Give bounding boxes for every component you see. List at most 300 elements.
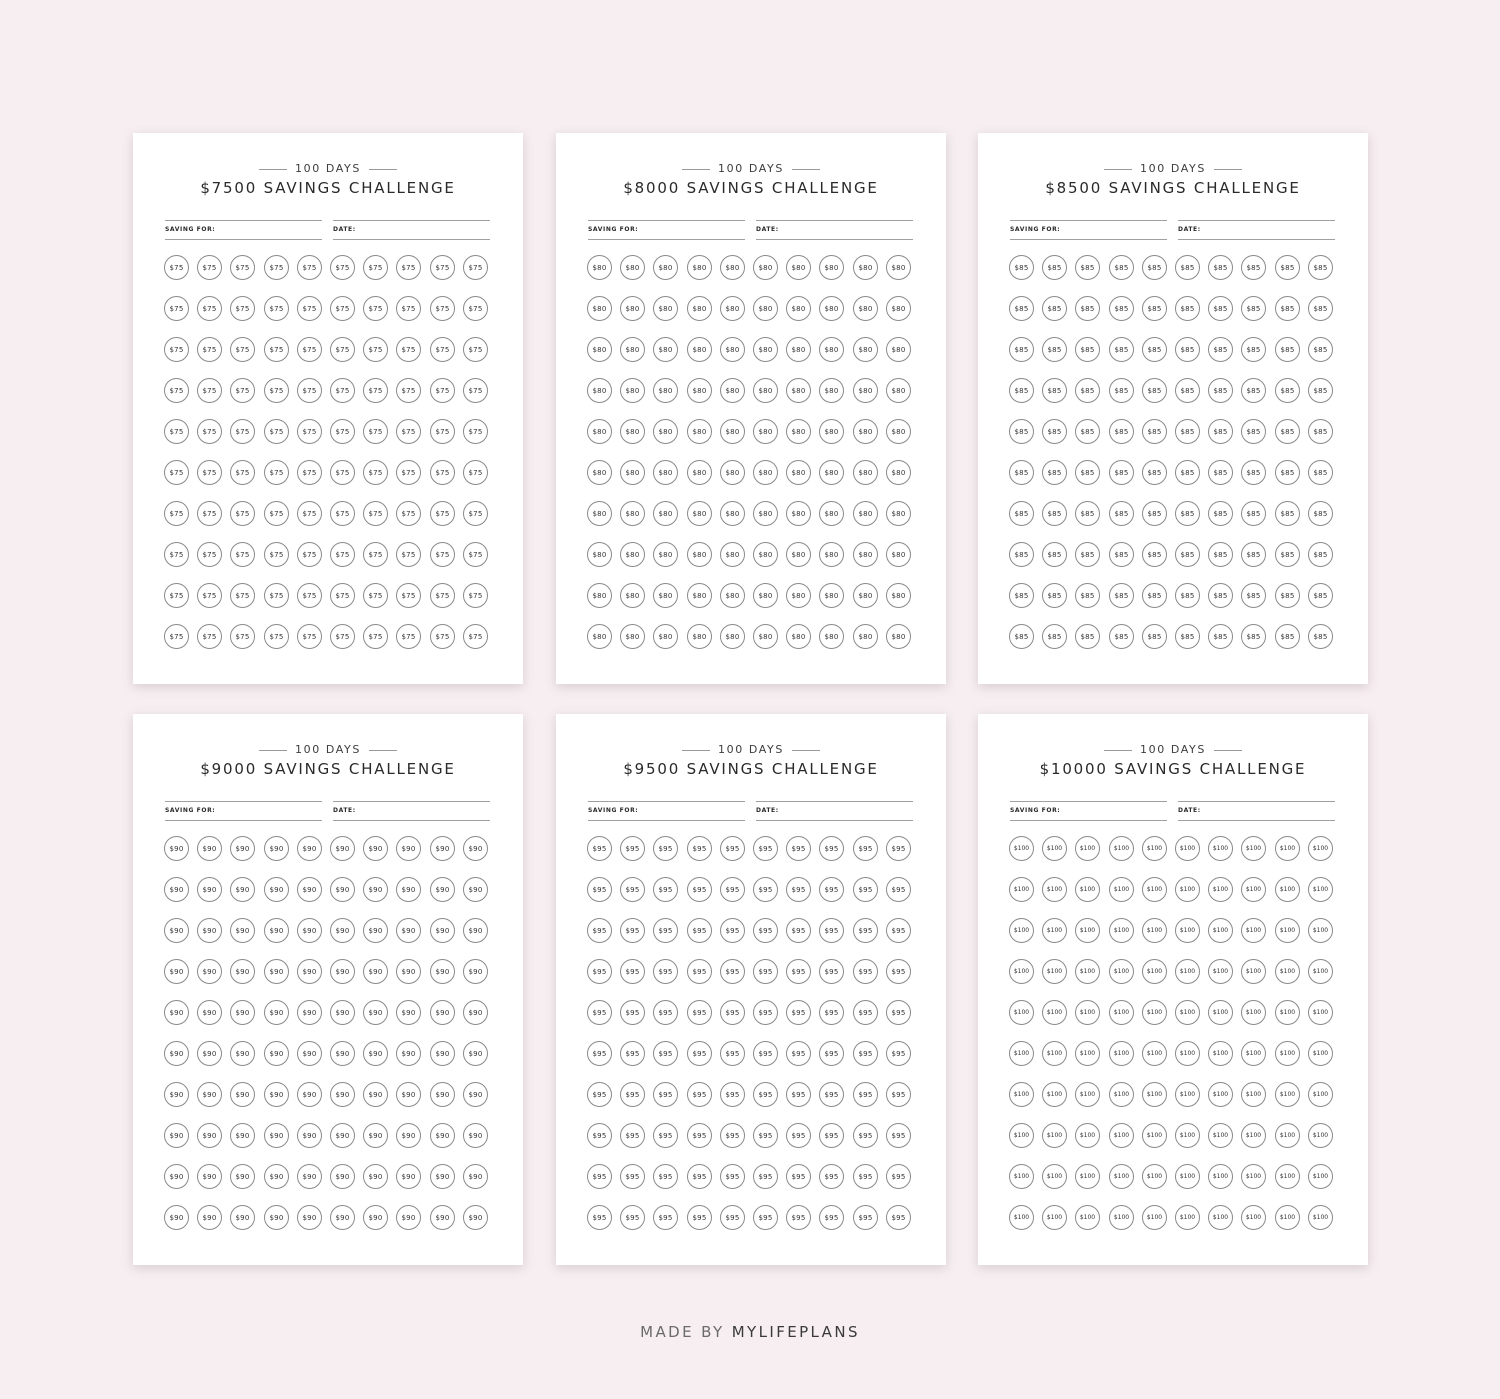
savings-coin[interactable]: $80: [786, 624, 811, 649]
savings-coin[interactable]: $85: [1009, 419, 1034, 444]
savings-coin[interactable]: $85: [1275, 624, 1300, 649]
savings-coin[interactable]: $75: [430, 542, 455, 567]
savings-coin[interactable]: $95: [687, 1041, 712, 1066]
savings-coin[interactable]: $90: [164, 959, 189, 984]
savings-coin[interactable]: $80: [587, 624, 612, 649]
savings-coin[interactable]: $90: [197, 836, 222, 861]
savings-coin[interactable]: $85: [1175, 337, 1200, 362]
savings-coin[interactable]: $80: [819, 624, 844, 649]
savings-coin[interactable]: $90: [297, 1205, 322, 1230]
savings-coin[interactable]: $100: [1075, 959, 1100, 984]
savings-coin[interactable]: $80: [786, 378, 811, 403]
savings-coin[interactable]: $80: [786, 501, 811, 526]
savings-coin[interactable]: $80: [853, 378, 878, 403]
savings-coin[interactable]: $95: [886, 1000, 911, 1025]
saving-for-field[interactable]: [1010, 220, 1167, 240]
savings-coin[interactable]: $85: [1208, 624, 1233, 649]
savings-coin[interactable]: $80: [753, 419, 778, 444]
savings-coin[interactable]: $75: [264, 337, 289, 362]
savings-coin[interactable]: $95: [786, 836, 811, 861]
savings-coin[interactable]: $90: [430, 959, 455, 984]
savings-coin[interactable]: $75: [164, 255, 189, 280]
savings-coin[interactable]: $90: [330, 918, 355, 943]
savings-coin[interactable]: $95: [620, 1164, 645, 1189]
savings-coin[interactable]: $95: [620, 1205, 645, 1230]
savings-coin[interactable]: $100: [1308, 1082, 1333, 1107]
savings-coin[interactable]: $95: [687, 1205, 712, 1230]
savings-coin[interactable]: $85: [1042, 460, 1067, 485]
savings-coin[interactable]: $80: [886, 296, 911, 321]
savings-coin[interactable]: $95: [753, 959, 778, 984]
savings-coin[interactable]: $80: [587, 501, 612, 526]
savings-coin[interactable]: $85: [1308, 501, 1333, 526]
savings-coin[interactable]: $100: [1075, 1000, 1100, 1025]
savings-coin[interactable]: $75: [330, 378, 355, 403]
savings-coin[interactable]: $90: [430, 1041, 455, 1066]
savings-coin[interactable]: $95: [620, 836, 645, 861]
savings-coin[interactable]: $100: [1142, 1205, 1167, 1230]
savings-coin[interactable]: $90: [230, 918, 255, 943]
savings-coin[interactable]: $75: [430, 255, 455, 280]
savings-coin[interactable]: $75: [396, 583, 421, 608]
savings-coin[interactable]: $85: [1075, 296, 1100, 321]
savings-coin[interactable]: $75: [463, 583, 488, 608]
savings-coin[interactable]: $75: [297, 255, 322, 280]
savings-coin[interactable]: $100: [1142, 1082, 1167, 1107]
savings-coin[interactable]: $85: [1142, 624, 1167, 649]
savings-coin[interactable]: $85: [1042, 419, 1067, 444]
savings-coin[interactable]: $90: [230, 1082, 255, 1107]
savings-coin[interactable]: $85: [1075, 337, 1100, 362]
savings-coin[interactable]: $75: [463, 501, 488, 526]
savings-coin[interactable]: $80: [587, 337, 612, 362]
savings-coin[interactable]: $75: [164, 419, 189, 444]
savings-coin[interactable]: $80: [687, 624, 712, 649]
savings-coin[interactable]: $80: [620, 501, 645, 526]
savings-coin[interactable]: $75: [463, 296, 488, 321]
savings-coin[interactable]: $90: [363, 1164, 388, 1189]
savings-coin[interactable]: $100: [1109, 1041, 1134, 1066]
savings-coin[interactable]: $90: [463, 1082, 488, 1107]
savings-coin[interactable]: $95: [819, 1082, 844, 1107]
savings-coin[interactable]: $80: [653, 501, 678, 526]
savings-coin[interactable]: $75: [430, 583, 455, 608]
savings-coin[interactable]: $80: [720, 419, 745, 444]
savings-coin[interactable]: $75: [197, 337, 222, 362]
savings-coin[interactable]: $95: [720, 1123, 745, 1148]
savings-coin[interactable]: $95: [720, 1000, 745, 1025]
date-field[interactable]: [756, 220, 913, 240]
savings-coin[interactable]: $75: [330, 337, 355, 362]
savings-coin[interactable]: $95: [653, 1205, 678, 1230]
savings-coin[interactable]: $90: [330, 836, 355, 861]
savings-coin[interactable]: $90: [396, 1082, 421, 1107]
savings-coin[interactable]: $100: [1075, 1041, 1100, 1066]
savings-coin[interactable]: $100: [1208, 836, 1233, 861]
savings-coin[interactable]: $95: [853, 959, 878, 984]
savings-coin[interactable]: $85: [1142, 501, 1167, 526]
savings-coin[interactable]: $90: [264, 1000, 289, 1025]
savings-coin[interactable]: $80: [853, 501, 878, 526]
savings-coin[interactable]: $95: [687, 1164, 712, 1189]
savings-coin[interactable]: $90: [463, 836, 488, 861]
savings-coin[interactable]: $95: [587, 1205, 612, 1230]
savings-coin[interactable]: $85: [1175, 296, 1200, 321]
savings-coin[interactable]: $85: [1175, 624, 1200, 649]
savings-coin[interactable]: $80: [853, 255, 878, 280]
savings-coin[interactable]: $80: [853, 419, 878, 444]
savings-coin[interactable]: $90: [230, 1000, 255, 1025]
savings-coin[interactable]: $85: [1308, 542, 1333, 567]
savings-coin[interactable]: $85: [1142, 542, 1167, 567]
savings-coin[interactable]: $80: [819, 296, 844, 321]
savings-coin[interactable]: $75: [297, 460, 322, 485]
savings-coin[interactable]: $80: [720, 583, 745, 608]
savings-coin[interactable]: $95: [819, 959, 844, 984]
savings-coin[interactable]: $75: [297, 296, 322, 321]
savings-coin[interactable]: $90: [297, 1000, 322, 1025]
savings-coin[interactable]: $80: [753, 337, 778, 362]
savings-coin[interactable]: $90: [164, 918, 189, 943]
savings-coin[interactable]: $90: [363, 1205, 388, 1230]
savings-coin[interactable]: $85: [1208, 296, 1233, 321]
savings-coin[interactable]: $90: [264, 877, 289, 902]
savings-coin[interactable]: $85: [1109, 501, 1134, 526]
savings-coin[interactable]: $100: [1308, 1041, 1333, 1066]
date-field[interactable]: [333, 801, 490, 821]
savings-coin[interactable]: $100: [1009, 1205, 1034, 1230]
savings-coin[interactable]: $90: [463, 1123, 488, 1148]
savings-coin[interactable]: $75: [396, 624, 421, 649]
savings-coin[interactable]: $90: [297, 959, 322, 984]
savings-coin[interactable]: $100: [1109, 1082, 1134, 1107]
savings-coin[interactable]: $80: [653, 624, 678, 649]
savings-coin[interactable]: $85: [1175, 583, 1200, 608]
savings-coin[interactable]: $100: [1142, 1000, 1167, 1025]
savings-coin[interactable]: $75: [164, 542, 189, 567]
date-field[interactable]: [333, 220, 490, 240]
savings-coin[interactable]: $95: [886, 877, 911, 902]
savings-coin[interactable]: $85: [1142, 378, 1167, 403]
savings-coin[interactable]: $90: [363, 836, 388, 861]
savings-coin[interactable]: $95: [753, 1000, 778, 1025]
savings-coin[interactable]: $95: [587, 836, 612, 861]
savings-coin[interactable]: $85: [1142, 583, 1167, 608]
savings-coin[interactable]: $100: [1009, 1123, 1034, 1148]
savings-coin[interactable]: $95: [753, 877, 778, 902]
savings-coin[interactable]: $85: [1142, 419, 1167, 444]
savings-coin[interactable]: $75: [430, 501, 455, 526]
savings-coin[interactable]: $100: [1075, 1205, 1100, 1230]
savings-coin[interactable]: $80: [620, 337, 645, 362]
saving-for-field[interactable]: [165, 220, 322, 240]
savings-coin[interactable]: $90: [430, 1205, 455, 1230]
savings-coin[interactable]: $100: [1241, 1000, 1266, 1025]
savings-coin[interactable]: $95: [687, 877, 712, 902]
savings-coin[interactable]: $100: [1175, 1041, 1200, 1066]
savings-coin[interactable]: $80: [653, 255, 678, 280]
savings-coin[interactable]: $80: [587, 296, 612, 321]
savings-coin[interactable]: $80: [786, 296, 811, 321]
savings-coin[interactable]: $85: [1075, 255, 1100, 280]
savings-coin[interactable]: $90: [164, 877, 189, 902]
savings-coin[interactable]: $95: [587, 918, 612, 943]
savings-coin[interactable]: $75: [430, 460, 455, 485]
savings-coin[interactable]: $75: [363, 542, 388, 567]
savings-coin[interactable]: $100: [1308, 1123, 1333, 1148]
savings-coin[interactable]: $80: [653, 460, 678, 485]
savings-coin[interactable]: $100: [1075, 877, 1100, 902]
savings-coin[interactable]: $75: [230, 296, 255, 321]
savings-coin[interactable]: $85: [1109, 542, 1134, 567]
savings-coin[interactable]: $85: [1308, 378, 1333, 403]
savings-coin[interactable]: $75: [230, 255, 255, 280]
savings-coin[interactable]: $95: [720, 1041, 745, 1066]
savings-coin[interactable]: $80: [819, 419, 844, 444]
savings-coin[interactable]: $100: [1009, 1082, 1034, 1107]
savings-coin[interactable]: $80: [620, 542, 645, 567]
savings-coin[interactable]: $80: [886, 542, 911, 567]
savings-coin[interactable]: $85: [1208, 337, 1233, 362]
savings-coin[interactable]: $90: [164, 1164, 189, 1189]
savings-coin[interactable]: $75: [430, 296, 455, 321]
savings-coin[interactable]: $90: [297, 1041, 322, 1066]
savings-coin[interactable]: $80: [687, 501, 712, 526]
savings-coin[interactable]: $100: [1308, 836, 1333, 861]
savings-coin[interactable]: $75: [463, 255, 488, 280]
date-field[interactable]: [1178, 801, 1335, 821]
savings-coin[interactable]: $95: [819, 1164, 844, 1189]
savings-coin[interactable]: $100: [1241, 1041, 1266, 1066]
savings-coin[interactable]: $85: [1275, 337, 1300, 362]
savings-coin[interactable]: $85: [1241, 583, 1266, 608]
savings-coin[interactable]: $80: [687, 419, 712, 444]
savings-coin[interactable]: $90: [463, 1000, 488, 1025]
savings-coin[interactable]: $90: [330, 959, 355, 984]
savings-coin[interactable]: $95: [653, 1164, 678, 1189]
savings-coin[interactable]: $75: [463, 542, 488, 567]
savings-coin[interactable]: $80: [720, 460, 745, 485]
savings-coin[interactable]: $90: [197, 877, 222, 902]
savings-coin[interactable]: $95: [753, 918, 778, 943]
savings-coin[interactable]: $85: [1208, 255, 1233, 280]
savings-coin[interactable]: $95: [620, 959, 645, 984]
savings-coin[interactable]: $90: [430, 877, 455, 902]
saving-for-field[interactable]: [588, 220, 745, 240]
savings-coin[interactable]: $95: [587, 1000, 612, 1025]
savings-coin[interactable]: $80: [720, 624, 745, 649]
savings-coin[interactable]: $75: [396, 460, 421, 485]
savings-coin[interactable]: $80: [786, 255, 811, 280]
savings-coin[interactable]: $100: [1075, 1164, 1100, 1189]
savings-coin[interactable]: $75: [197, 460, 222, 485]
savings-coin[interactable]: $100: [1009, 877, 1034, 902]
savings-coin[interactable]: $80: [819, 460, 844, 485]
savings-coin[interactable]: $95: [653, 1082, 678, 1107]
savings-coin[interactable]: $80: [886, 255, 911, 280]
savings-coin[interactable]: $85: [1208, 419, 1233, 444]
savings-coin[interactable]: $75: [396, 378, 421, 403]
savings-coin[interactable]: $90: [197, 1164, 222, 1189]
savings-coin[interactable]: $100: [1208, 1205, 1233, 1230]
savings-coin[interactable]: $80: [753, 583, 778, 608]
savings-coin[interactable]: $75: [430, 419, 455, 444]
savings-coin[interactable]: $90: [396, 1205, 421, 1230]
savings-coin[interactable]: $75: [363, 624, 388, 649]
savings-coin[interactable]: $80: [853, 583, 878, 608]
savings-coin[interactable]: $100: [1275, 1205, 1300, 1230]
savings-coin[interactable]: $85: [1142, 460, 1167, 485]
savings-coin[interactable]: $100: [1308, 877, 1333, 902]
savings-coin[interactable]: $85: [1241, 337, 1266, 362]
savings-coin[interactable]: $80: [720, 542, 745, 567]
savings-coin[interactable]: $80: [753, 255, 778, 280]
savings-coin[interactable]: $80: [753, 542, 778, 567]
savings-coin[interactable]: $85: [1275, 296, 1300, 321]
savings-coin[interactable]: $100: [1241, 836, 1266, 861]
savings-coin[interactable]: $75: [297, 337, 322, 362]
savings-coin[interactable]: $75: [264, 460, 289, 485]
savings-coin[interactable]: $100: [1042, 1082, 1067, 1107]
savings-coin[interactable]: $95: [786, 877, 811, 902]
savings-coin[interactable]: $90: [197, 1041, 222, 1066]
savings-coin[interactable]: $75: [197, 419, 222, 444]
savings-coin[interactable]: $100: [1109, 836, 1134, 861]
savings-coin[interactable]: $80: [653, 583, 678, 608]
savings-coin[interactable]: $75: [264, 624, 289, 649]
savings-coin[interactable]: $90: [264, 1041, 289, 1066]
savings-coin[interactable]: $75: [363, 255, 388, 280]
savings-coin[interactable]: $85: [1075, 460, 1100, 485]
savings-coin[interactable]: $90: [396, 1164, 421, 1189]
savings-coin[interactable]: $85: [1208, 378, 1233, 403]
savings-coin[interactable]: $90: [164, 836, 189, 861]
savings-coin[interactable]: $85: [1109, 296, 1134, 321]
savings-coin[interactable]: $75: [230, 501, 255, 526]
savings-coin[interactable]: $90: [396, 877, 421, 902]
savings-coin[interactable]: $100: [1009, 1041, 1034, 1066]
savings-coin[interactable]: $85: [1142, 296, 1167, 321]
savings-coin[interactable]: $100: [1042, 1000, 1067, 1025]
savings-coin[interactable]: $75: [463, 419, 488, 444]
savings-coin[interactable]: $85: [1241, 419, 1266, 444]
savings-coin[interactable]: $100: [1142, 959, 1167, 984]
savings-coin[interactable]: $85: [1142, 337, 1167, 362]
savings-coin[interactable]: $80: [853, 337, 878, 362]
savings-coin[interactable]: $80: [753, 378, 778, 403]
savings-coin[interactable]: $85: [1175, 378, 1200, 403]
savings-coin[interactable]: $85: [1109, 378, 1134, 403]
savings-coin[interactable]: $95: [587, 1164, 612, 1189]
savings-coin[interactable]: $80: [786, 583, 811, 608]
savings-coin[interactable]: $75: [230, 624, 255, 649]
savings-coin[interactable]: $80: [720, 378, 745, 403]
savings-coin[interactable]: $95: [886, 1205, 911, 1230]
savings-coin[interactable]: $75: [396, 255, 421, 280]
savings-coin[interactable]: $80: [687, 583, 712, 608]
savings-coin[interactable]: $75: [297, 378, 322, 403]
savings-coin[interactable]: $100: [1208, 1041, 1233, 1066]
savings-coin[interactable]: $80: [886, 460, 911, 485]
savings-coin[interactable]: $100: [1075, 1123, 1100, 1148]
savings-coin[interactable]: $90: [164, 1123, 189, 1148]
savings-coin[interactable]: $90: [197, 959, 222, 984]
savings-coin[interactable]: $75: [197, 296, 222, 321]
savings-coin[interactable]: $90: [463, 959, 488, 984]
savings-coin[interactable]: $75: [396, 501, 421, 526]
savings-coin[interactable]: $80: [620, 255, 645, 280]
savings-coin[interactable]: $100: [1208, 1123, 1233, 1148]
savings-coin[interactable]: $95: [587, 1123, 612, 1148]
savings-coin[interactable]: $85: [1208, 501, 1233, 526]
savings-coin[interactable]: $95: [720, 836, 745, 861]
savings-coin[interactable]: $90: [230, 959, 255, 984]
savings-coin[interactable]: $85: [1009, 624, 1034, 649]
savings-coin[interactable]: $95: [819, 1000, 844, 1025]
savings-coin[interactable]: $80: [819, 542, 844, 567]
savings-coin[interactable]: $80: [587, 583, 612, 608]
savings-coin[interactable]: $100: [1208, 1082, 1233, 1107]
savings-coin[interactable]: $95: [753, 1164, 778, 1189]
savings-coin[interactable]: $95: [853, 1000, 878, 1025]
savings-coin[interactable]: $100: [1042, 877, 1067, 902]
savings-coin[interactable]: $85: [1175, 501, 1200, 526]
savings-coin[interactable]: $90: [164, 1000, 189, 1025]
savings-coin[interactable]: $95: [886, 918, 911, 943]
savings-coin[interactable]: $75: [297, 583, 322, 608]
savings-coin[interactable]: $100: [1308, 1000, 1333, 1025]
savings-coin[interactable]: $80: [687, 378, 712, 403]
savings-coin[interactable]: $100: [1241, 1123, 1266, 1148]
savings-coin[interactable]: $80: [886, 337, 911, 362]
savings-coin[interactable]: $85: [1109, 583, 1134, 608]
savings-coin[interactable]: $95: [753, 1205, 778, 1230]
savings-coin[interactable]: $95: [720, 918, 745, 943]
savings-coin[interactable]: $95: [886, 959, 911, 984]
savings-coin[interactable]: $85: [1275, 378, 1300, 403]
savings-coin[interactable]: $85: [1275, 255, 1300, 280]
savings-coin[interactable]: $100: [1208, 1000, 1233, 1025]
savings-coin[interactable]: $85: [1009, 378, 1034, 403]
savings-coin[interactable]: $80: [720, 501, 745, 526]
savings-coin[interactable]: $90: [463, 1041, 488, 1066]
savings-coin[interactable]: $90: [330, 1041, 355, 1066]
savings-coin[interactable]: $100: [1142, 1164, 1167, 1189]
savings-coin[interactable]: $85: [1275, 419, 1300, 444]
savings-coin[interactable]: $75: [264, 419, 289, 444]
savings-coin[interactable]: $75: [363, 419, 388, 444]
savings-coin[interactable]: $75: [230, 337, 255, 362]
savings-coin[interactable]: $95: [687, 959, 712, 984]
savings-coin[interactable]: $95: [620, 1000, 645, 1025]
savings-coin[interactable]: $95: [620, 1123, 645, 1148]
savings-coin[interactable]: $100: [1042, 1041, 1067, 1066]
savings-coin[interactable]: $90: [197, 918, 222, 943]
savings-coin[interactable]: $95: [886, 1082, 911, 1107]
savings-coin[interactable]: $90: [396, 1123, 421, 1148]
savings-coin[interactable]: $75: [164, 337, 189, 362]
savings-coin[interactable]: $75: [430, 624, 455, 649]
savings-coin[interactable]: $85: [1142, 255, 1167, 280]
savings-coin[interactable]: $75: [264, 501, 289, 526]
savings-coin[interactable]: $90: [197, 1082, 222, 1107]
savings-coin[interactable]: $85: [1009, 460, 1034, 485]
savings-coin[interactable]: $80: [620, 583, 645, 608]
savings-coin[interactable]: $75: [297, 501, 322, 526]
savings-coin[interactable]: $95: [819, 918, 844, 943]
savings-coin[interactable]: $85: [1275, 542, 1300, 567]
savings-coin[interactable]: $80: [819, 501, 844, 526]
